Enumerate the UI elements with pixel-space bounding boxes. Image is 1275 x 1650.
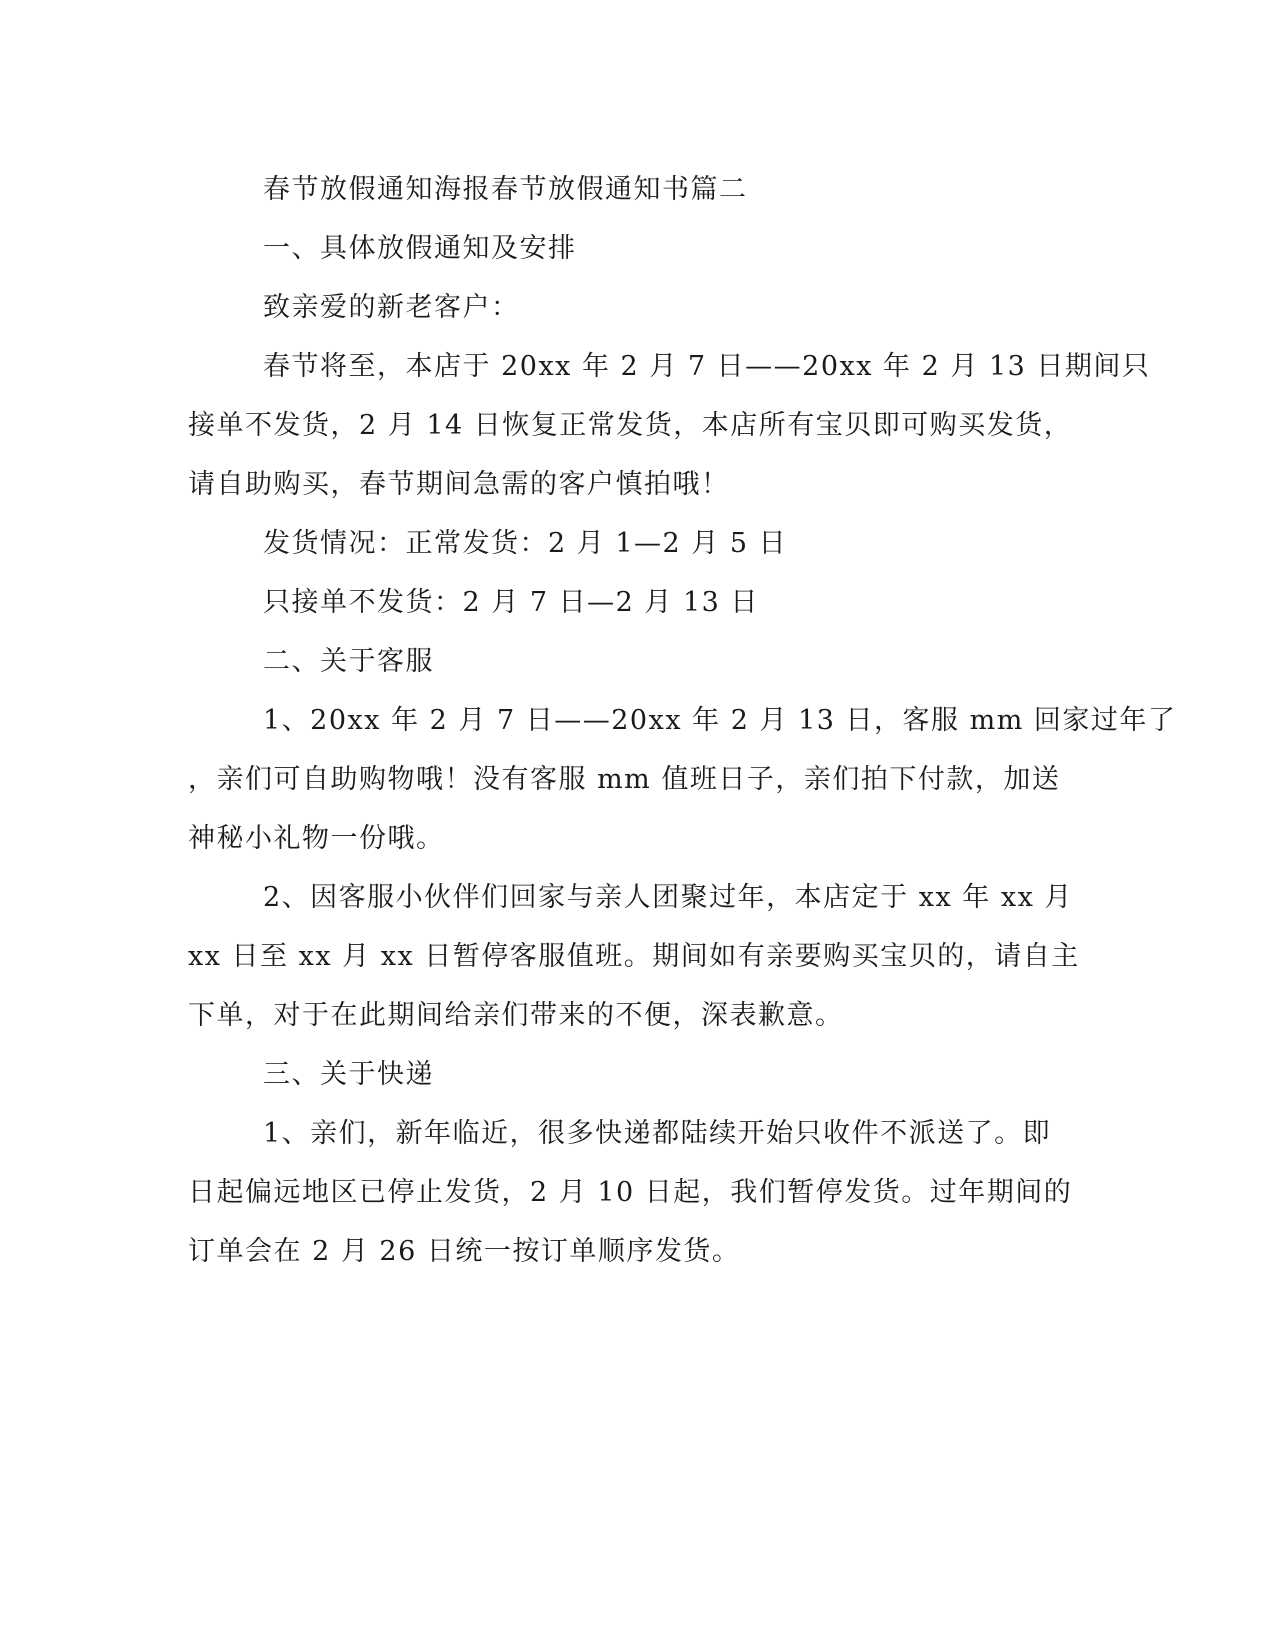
paragraph-line: 订单会在 2 月 26 日统一按订单顺序发货。 — [188, 1236, 741, 1267]
customer-service-item-2 — [188, 868, 1088, 1045]
shipping-status: 发货情况：正常发货：2 月 1—2 月 5 日 — [263, 528, 788, 559]
section-heading-express: 三、关于快递 — [263, 1059, 434, 1090]
paragraph-line: 1、20xx 年 2 月 7 日——20xx 年 2 月 13 日，客服 mm 回家过年了 — [263, 705, 1177, 736]
paragraph-line: 1、亲们，新年临近，很多快递都陆续开始只收件不派送了。即 — [263, 1118, 1052, 1149]
holiday-paragraph — [188, 337, 1151, 514]
document-title: 春节放假通知海报春节放假通知书篇二 — [263, 174, 748, 205]
paragraph-line: 下单，对于在此期间给亲们带来的不便，深表歉意。 — [188, 1000, 844, 1031]
section-heading-holiday: 一、具体放假通知及安排 — [263, 233, 577, 264]
paragraph-line: 请自助购买，春节期间急需的客户慎拍哦！ — [188, 469, 730, 500]
order-only-period: 只接单不发货：2 月 7 日—2 月 13 日 — [263, 587, 759, 618]
customer-service-item-1 — [188, 691, 1177, 868]
paragraph-line: xx 日至 xx 月 xx 日暂停客服值班。期间如有亲要购买宝贝的，请自主 — [188, 941, 1080, 972]
express-item-1 — [188, 1104, 1088, 1281]
greeting: 致亲爱的新老客户： — [263, 292, 520, 323]
paragraph-line: 2、因客服小伙伴们回家与亲人团聚过年，本店定于 xx 年 xx 月 — [263, 882, 1073, 913]
paragraph-line: ，亲们可自助购物哦！没有客服 mm 值班日子，亲们拍下付款，加送 — [188, 764, 1061, 795]
paragraph-line: 日起偏远地区已停止发货，2 月 10 日起，我们暂停发货。过年期间的 — [188, 1177, 1073, 1208]
section-heading-customer-service: 二、关于客服 — [263, 646, 434, 677]
paragraph-line: 接单不发货，2 月 14 日恢复正常发货，本店所有宝贝即可购买发货， — [188, 410, 1073, 441]
paragraph-line: 春节将至，本店于 20xx 年 2 月 7 日——20xx 年 2 月 13 日期间只 — [263, 351, 1151, 382]
paragraph-line: 神秘小礼物一份哦。 — [188, 823, 445, 854]
document-body — [188, 160, 1177, 1281]
